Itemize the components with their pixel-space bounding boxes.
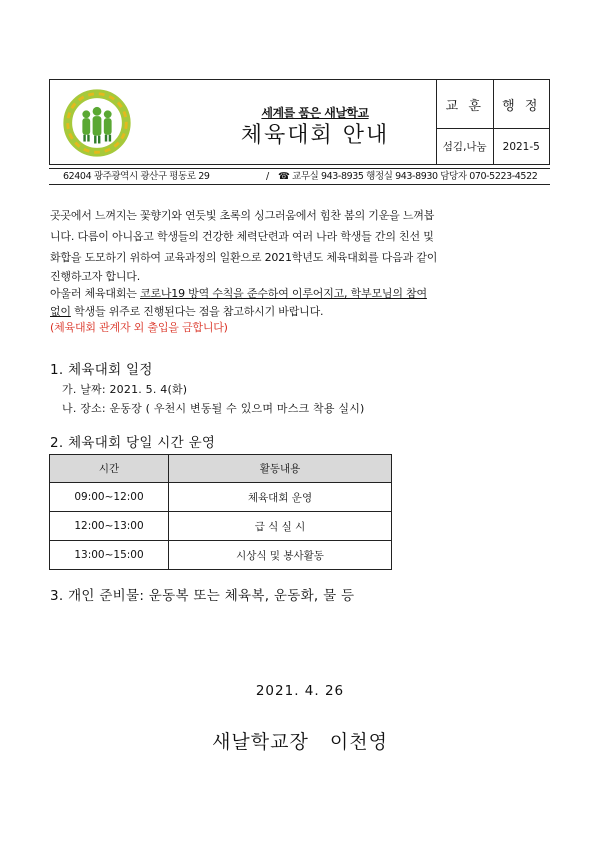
- entry-restriction-notice: (체육대회 관계자 외 출입을 금합니다): [50, 321, 228, 334]
- activity-cell: 체육대회 운영: [169, 483, 392, 512]
- intro-line-5: [50, 284, 550, 304]
- event-date: 가. 날짜: 2021. 5. 4(화): [62, 383, 188, 396]
- school-slogan: 세계를 품은 새날학교: [261, 106, 369, 120]
- approval-box: [436, 80, 549, 164]
- time-cell: 12:00~13:00: [50, 512, 169, 541]
- intro-line-1: 곳곳에서 느껴지는 꽃향기와 연듯빛 초록의 싱그러움에서 힘찬 봄의 기운을 느껴봅: [50, 209, 435, 222]
- issue-date: 2021. 4. 26: [255, 683, 345, 699]
- intro-line-6-end: 학생들 위주로 진행된다는 점을 참고하시기 바랍니다.: [70, 305, 324, 318]
- activity-cell: 급 식 실 시: [169, 512, 392, 541]
- approval-header-row: [437, 80, 549, 129]
- section-1-heading: 1. 체육대회 일정: [50, 362, 153, 378]
- intro-line-3: 화합을 도모하기 위하여 교육과정의 일환으로 2021학년도 체육대회를 다음과 같이: [50, 251, 438, 264]
- time-cell: 13:00~15:00: [50, 541, 169, 570]
- no-parents-underlined: 없이: [50, 305, 71, 318]
- table-row: [50, 512, 392, 541]
- table-row: [50, 483, 392, 512]
- approval-header-motto: 교 훈: [445, 98, 484, 114]
- letterhead: [49, 79, 550, 165]
- contact-numbers: ☎ 교무실 943-8935 행정실 943-8930 담당자 070-5223-4522: [278, 171, 538, 182]
- approval-value-row: [437, 128, 549, 165]
- column-header-activity: 활동내용: [169, 455, 392, 483]
- covid-notice-underlined: 코로나19 방역 수칙을 준수하여 이루어지고, 학부모님의 참여: [140, 287, 427, 300]
- column-header-time: 시간: [50, 455, 169, 483]
- address-separator: /: [266, 171, 269, 182]
- schedule-table: [49, 454, 392, 570]
- intro-line-2: 니다. 다름이 아니옵고 학생들의 건강한 체력단련과 여러 나라 학생들 간의 친선 및: [50, 230, 434, 243]
- approval-header-admin: 행 정: [493, 80, 550, 128]
- intro-line-5-start: 아울러 체육대회는: [50, 287, 141, 300]
- school-address: 62404 광주광역시 광산구 평동로 29: [63, 171, 210, 182]
- section-3-heading: 3. 개인 준비물: 운동복 또는 체육복, 운동화, 물 등: [50, 588, 355, 604]
- event-place: 나. 장소: 운동장 ( 우천시 변동될 수 있으며 마스크 착용 실시): [62, 402, 365, 415]
- principal-signature: 새날학교장 이천영: [212, 731, 388, 753]
- time-cell: 09:00~12:00: [50, 483, 169, 512]
- table-row: [50, 541, 392, 570]
- approval-motto-value: 섬김,나눔: [442, 141, 487, 153]
- address-bar: [49, 168, 550, 185]
- activity-cell: 시상식 및 봉사활동: [169, 541, 392, 570]
- approval-doc-number: 2021-5: [493, 128, 550, 165]
- section-2-heading: 2. 체육대회 당일 시간 운영: [50, 435, 216, 451]
- table-header-row: [50, 455, 392, 483]
- document-title: 체육대회 안내: [240, 123, 390, 148]
- school-logo: [58, 84, 136, 162]
- intro-line-4: 진행하고자 합니다.: [50, 270, 141, 283]
